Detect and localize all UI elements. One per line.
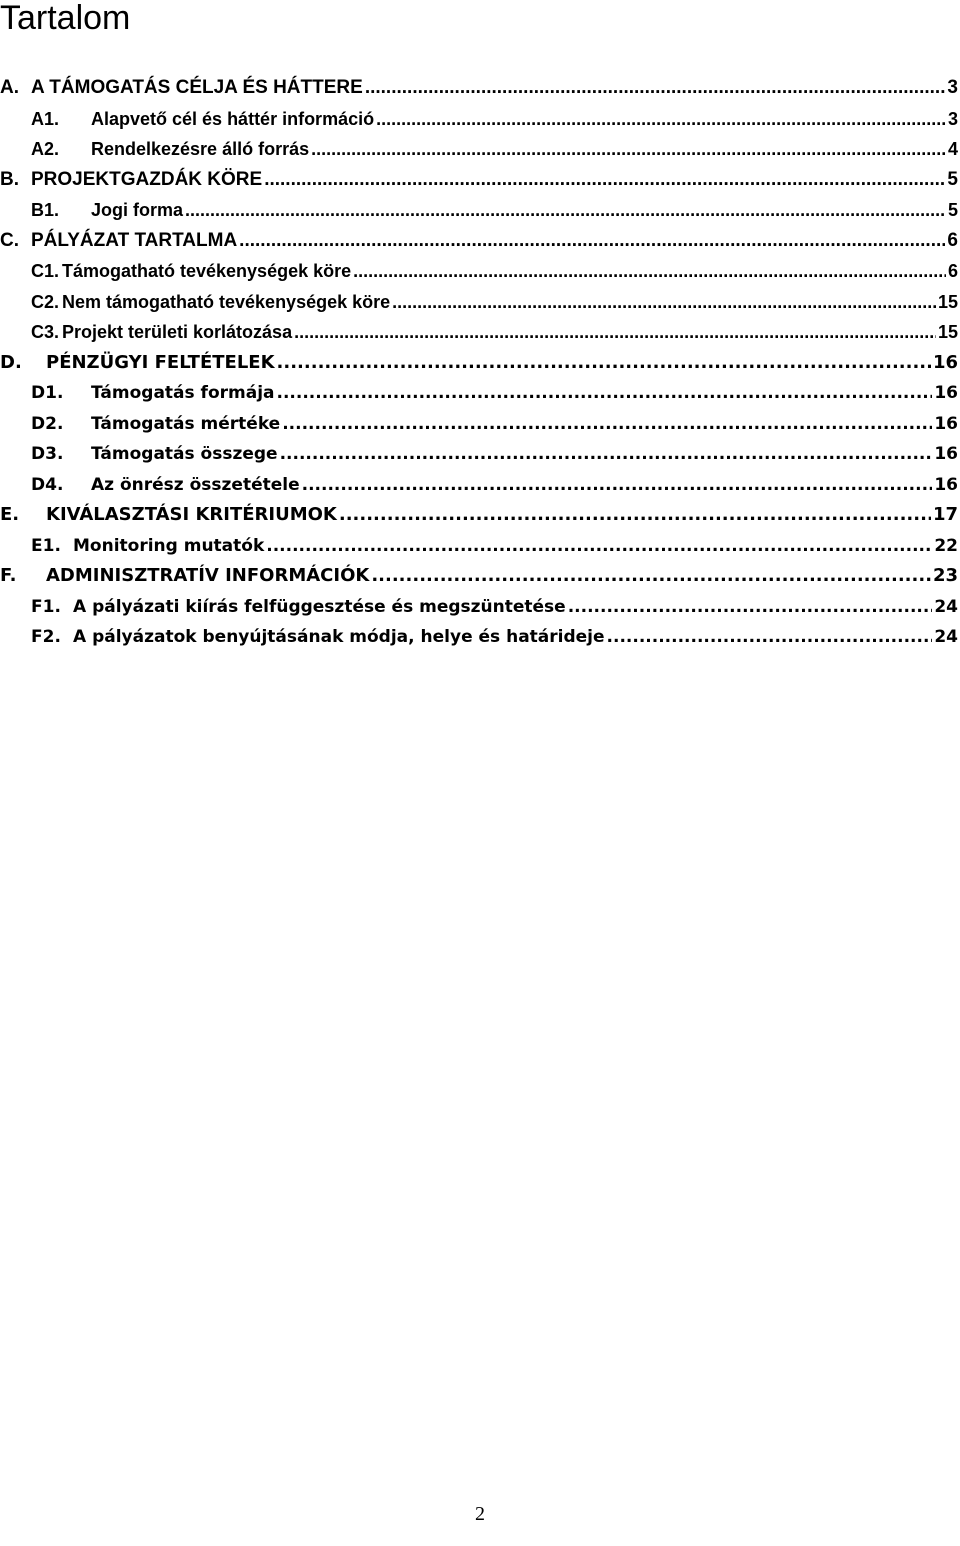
toc-entry-page: 17 <box>932 504 958 525</box>
toc-entry-page: 22 <box>934 536 958 556</box>
toc-entry-page: 15 <box>937 322 958 342</box>
dot-leader <box>392 287 936 317</box>
toc-entry-number: A2. <box>31 139 60 159</box>
toc-entry[interactable] <box>31 439 958 469</box>
toc-entry-label: Támogatható tevékenységek köre <box>62 261 352 281</box>
toc-entry[interactable] <box>31 104 958 134</box>
toc-entry-label: Nem támogatható tevékenységek köre <box>62 292 391 312</box>
toc-entry[interactable] <box>0 561 958 591</box>
toc-entry-label: Támogatás összege <box>91 444 278 464</box>
dot-leader <box>185 195 946 225</box>
toc-entry-page: 16 <box>934 444 958 464</box>
toc-entry-label: Jogi forma <box>91 200 184 220</box>
toc-entry-page: 23 <box>932 565 958 586</box>
dot-leader <box>302 470 933 500</box>
toc-entry-page: 16 <box>932 352 958 373</box>
dot-leader <box>353 256 946 286</box>
toc-entry-label: Támogatás formája <box>91 383 275 403</box>
dot-leader <box>277 378 933 408</box>
toc-entry[interactable] <box>31 134 958 164</box>
toc-entry-number: C. <box>0 230 19 251</box>
toc-entry-number: F2. <box>31 627 61 647</box>
toc-entry[interactable] <box>0 348 958 378</box>
toc-entry-label: Az önrész összetétele <box>91 475 300 495</box>
toc-entry[interactable] <box>0 165 958 195</box>
toc-entry-number: B. <box>0 169 19 190</box>
toc-entry-number: D2. <box>31 414 64 434</box>
toc-entry-label: Alapvető cél és háttér információ <box>91 109 375 129</box>
toc-entry-number: F1. <box>31 597 61 617</box>
dot-leader <box>607 622 933 652</box>
toc-entry-label: PÁLYÁZAT TARTALMA <box>31 230 238 251</box>
toc-entry-label: A TÁMOGATÁS CÉLJA ÉS HÁTTERE <box>31 77 363 98</box>
toc-entry-page: 5 <box>947 169 958 190</box>
toc-entry[interactable] <box>0 500 958 530</box>
toc-entry-page: 6 <box>947 261 958 281</box>
toc-entry-label: PÉNZÜGYI FELTÉTELEK <box>46 352 275 373</box>
page-title: Tartalom <box>0 0 131 37</box>
dot-leader <box>294 317 936 347</box>
dot-leader <box>264 165 945 195</box>
toc-entry-page: 24 <box>934 597 958 617</box>
toc-entry-page: 6 <box>947 230 958 251</box>
dot-leader <box>365 73 946 103</box>
toc-entry[interactable] <box>31 317 958 347</box>
toc-entry-page: 24 <box>934 627 958 647</box>
page-number: 2 <box>475 1503 485 1525</box>
toc-entry[interactable] <box>31 409 958 439</box>
toc-entry-label: ADMINISZTRATÍV INFORMÁCIÓK <box>46 565 370 586</box>
toc-entry-number: D4. <box>31 475 64 495</box>
toc-entry-number: C3. <box>31 322 60 342</box>
dot-leader <box>376 104 946 134</box>
toc-entry-number: D1. <box>31 383 64 403</box>
toc-entry-page: 3 <box>947 109 958 129</box>
toc-entry[interactable] <box>0 73 958 103</box>
dot-leader <box>266 531 932 561</box>
toc-entry[interactable] <box>31 592 958 622</box>
toc-entry[interactable] <box>31 470 958 500</box>
toc-entry-number: E1. <box>31 536 61 556</box>
toc-entry-label: PROJEKTGAZDÁK KÖRE <box>31 169 263 190</box>
toc-entry-page: 5 <box>947 200 958 220</box>
toc-entry-page: 16 <box>934 383 958 403</box>
toc-entry[interactable] <box>0 226 958 256</box>
toc-entry-page: 4 <box>947 139 958 159</box>
toc-entry-number: C1. <box>31 261 60 281</box>
toc-entry-label: A pályázatok benyújtásának módja, helye és határideje <box>73 627 605 647</box>
dot-leader <box>568 592 933 622</box>
dot-leader <box>311 134 946 164</box>
dot-leader <box>280 439 933 469</box>
toc-entry-number: D. <box>0 352 22 373</box>
toc-entry-label: Rendelkezésre álló forrás <box>91 139 310 159</box>
toc-entry-page: 3 <box>947 77 958 98</box>
toc-entry-page: 15 <box>937 292 958 312</box>
dot-leader <box>282 409 932 439</box>
toc-entry-number: F. <box>0 565 17 586</box>
toc-entry-label: Projekt területi korlátozása <box>62 322 293 342</box>
dot-leader <box>239 226 945 256</box>
toc-entry-label: KIVÁLASZTÁSI KRITÉRIUMOK <box>46 504 337 525</box>
toc-entry[interactable] <box>31 531 958 561</box>
dot-leader <box>277 348 931 378</box>
toc-entry-number: A1. <box>31 109 60 129</box>
toc-entry[interactable] <box>31 195 958 225</box>
toc-entry[interactable] <box>31 256 958 286</box>
toc-entry-number: A. <box>0 77 19 98</box>
toc-entry-label: Monitoring mutatók <box>73 536 265 556</box>
toc-entry[interactable] <box>31 622 958 652</box>
toc-entry-label: A pályázati kiírás felfüggesztése és megszüntetése <box>73 597 566 617</box>
toc-entry-label: Támogatás mértéke <box>91 414 281 434</box>
toc-entry-page: 16 <box>934 475 958 495</box>
toc-entry[interactable] <box>31 287 958 317</box>
toc-entry-page: 16 <box>934 414 958 434</box>
toc-entry-number: D3. <box>31 444 64 464</box>
toc-entry-number: E. <box>0 504 20 525</box>
dot-leader <box>339 500 931 530</box>
toc-entry-number: B1. <box>31 200 60 220</box>
toc-entry[interactable] <box>31 378 958 408</box>
dot-leader <box>371 561 931 591</box>
toc-entry-number: C2. <box>31 292 60 312</box>
